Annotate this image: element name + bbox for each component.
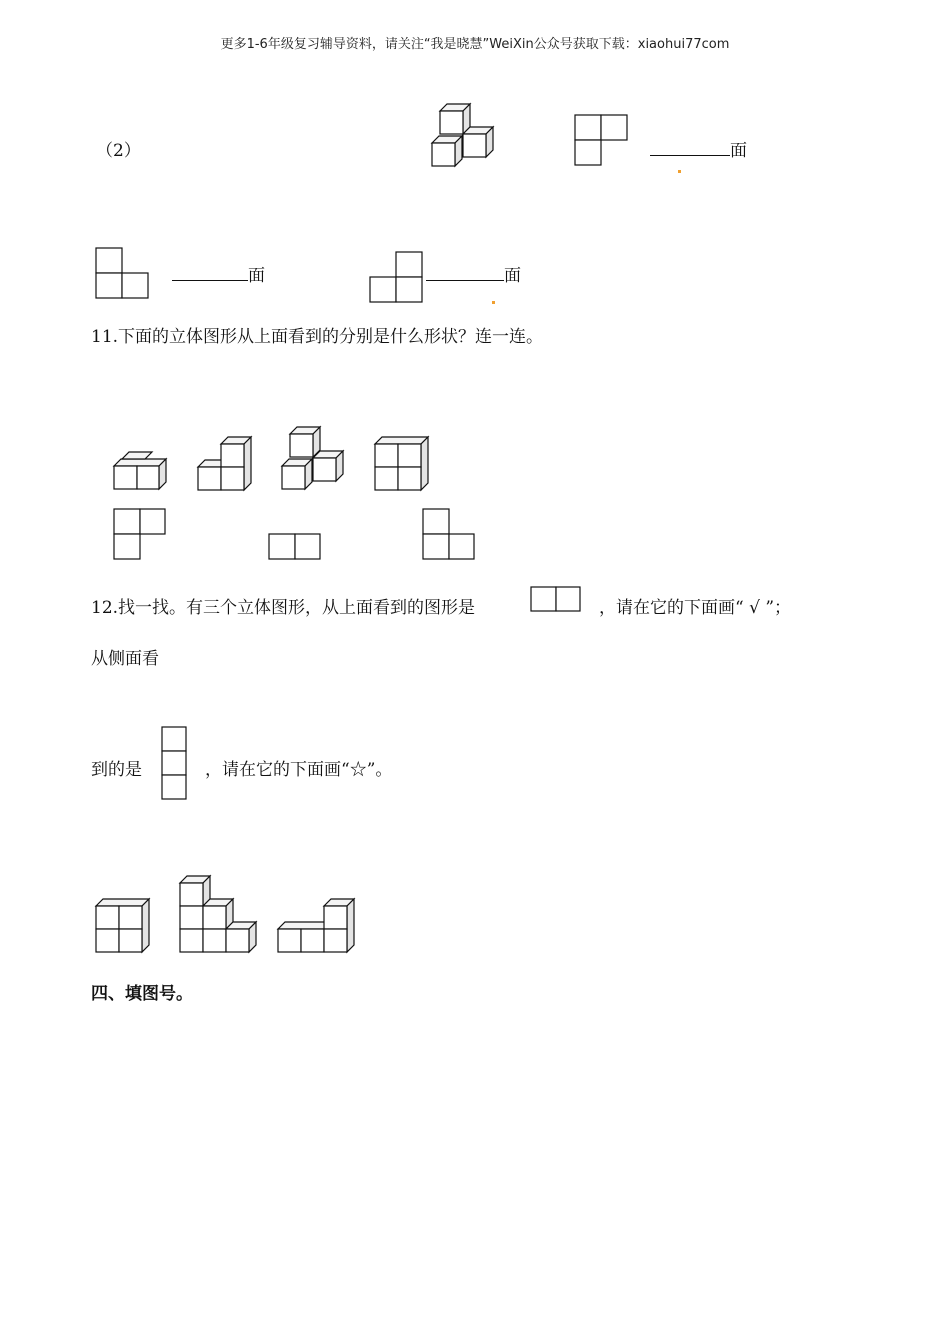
cube-figure-l-shape bbox=[430, 104, 500, 170]
q11-solid-2 bbox=[196, 436, 256, 494]
question-12-text-d: 到的是 bbox=[91, 760, 142, 780]
q11-view-2 bbox=[269, 534, 323, 562]
orange-mark bbox=[492, 301, 495, 304]
blank-suffix: 面 bbox=[248, 266, 265, 286]
q12-side-view-icon bbox=[162, 727, 190, 801]
q11-solid-4 bbox=[373, 436, 433, 494]
answer-blank-1[interactable] bbox=[650, 141, 747, 161]
q11-view-3 bbox=[423, 509, 477, 561]
part-label: （2） bbox=[96, 141, 141, 161]
q12-solid-2 bbox=[178, 875, 262, 957]
question-12-text-a: 12.找一找。有三个立体图形，从上面看到的图形是 bbox=[91, 598, 476, 618]
answer-blank-2[interactable] bbox=[172, 266, 265, 286]
page-header: 更多1-6年级复习辅导资料，请关注“我是晓慧”WeiXin公众号获取下载：xiaohui77com bbox=[220, 37, 730, 52]
question-12-text-b: ，请在它的下面画“ √ ”； bbox=[599, 598, 792, 618]
blank-suffix: 面 bbox=[504, 266, 521, 286]
q11-solid-3 bbox=[280, 427, 348, 493]
question-12-text-c: 从侧面看 bbox=[91, 649, 159, 669]
q12-top-view-icon bbox=[531, 587, 583, 613]
orange-mark bbox=[678, 170, 681, 173]
view-l-up bbox=[96, 248, 150, 300]
question-11: 11.下面的立体图形从上面看到的分别是什么形状？连一连。 bbox=[91, 327, 544, 347]
answer-blank-3[interactable] bbox=[426, 266, 521, 286]
q11-solid-1 bbox=[112, 450, 172, 492]
view-l-flat bbox=[575, 115, 629, 167]
q11-view-1 bbox=[114, 509, 168, 561]
q12-solid-3 bbox=[276, 898, 360, 956]
view-l-right-up bbox=[370, 252, 424, 304]
blank-suffix: 面 bbox=[730, 141, 747, 161]
section-4-title: 四、填图号。 bbox=[91, 984, 193, 1004]
q12-solid-1 bbox=[94, 898, 154, 956]
question-12-text-e: ，请在它的下面画“☆”。 bbox=[205, 760, 393, 780]
